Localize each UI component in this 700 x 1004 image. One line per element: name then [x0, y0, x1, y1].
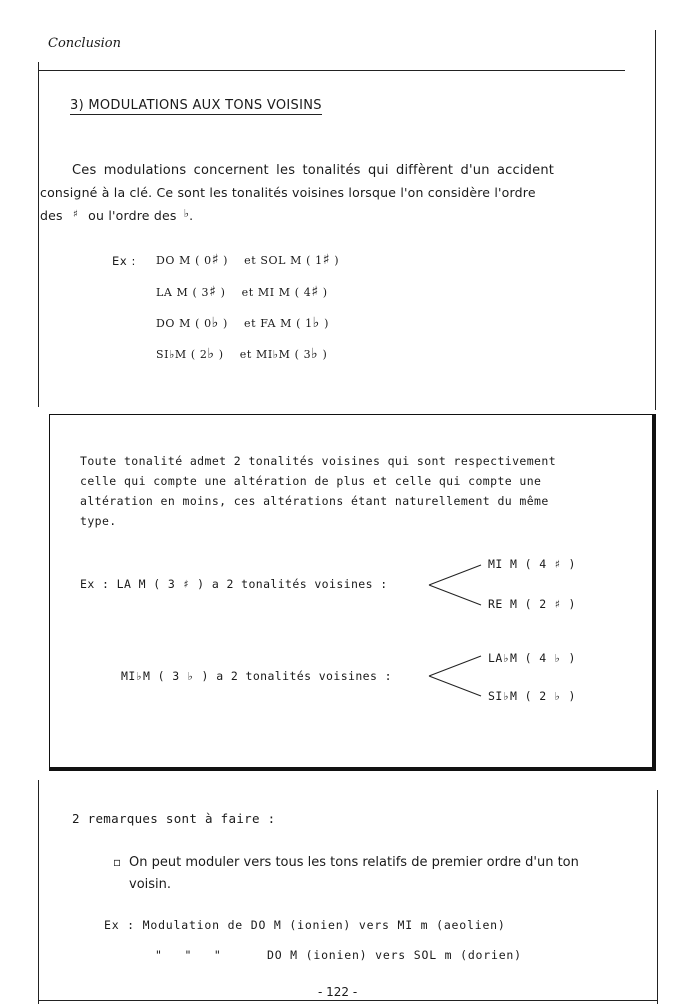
example-row-1: DO M ( 0♯ ) et SOL M ( 1♯ )	[156, 252, 340, 268]
example-row-3-left-count: 0	[204, 317, 212, 330]
example-row-4-connector: et	[239, 348, 252, 361]
box-example-2-lower: SI♭M ( 2 ♭ )	[488, 689, 576, 703]
example-row-3-right-count: 1	[305, 317, 313, 330]
remarks-title: 2 remarques sont à faire :	[72, 811, 276, 826]
flat-icon: ♭	[311, 346, 319, 362]
example-row-4: SI♭M ( 2♭ ) et MI♭M ( 3♭ )	[156, 346, 328, 362]
page-header: Conclusion	[48, 36, 121, 51]
remark-example-1: Ex : Modulation de DO M (ionien) vers MI m (aeolien)	[104, 918, 506, 932]
box-example-1-lower: RE M ( 2 ♯ )	[488, 597, 576, 611]
sharp-icon: ♯	[211, 252, 220, 268]
example-row-2-right: MI M	[257, 286, 291, 299]
sharp-icon: ♯	[311, 284, 319, 300]
example-row-1-connector: et	[244, 254, 257, 267]
flat-icon: ♭	[312, 315, 320, 331]
section-title-text: 3) MODULATIONS AUX TONS VOISINS	[70, 98, 322, 113]
example-row-2: LA M ( 3♯ ) et MI M ( 4♯ )	[156, 284, 328, 300]
remark-bullet-icon: ▫	[113, 855, 122, 869]
flat-icon: ♭	[183, 207, 190, 220]
branch-connector-2	[425, 652, 485, 702]
page-number: - 122 -	[318, 985, 358, 999]
example-row-4-right: MI♭M	[256, 348, 291, 361]
intro-line-1: Ces modulations concernent les tonalités qui diffèrent d'un accident	[72, 163, 555, 178]
flat-icon: ♭	[207, 346, 215, 362]
box-line-4: type.	[80, 514, 117, 528]
intro-line-3-a: des	[40, 208, 63, 223]
page-left-rule-lower	[38, 780, 39, 1004]
header-rule	[38, 70, 625, 71]
intro-line-3-c: .	[189, 208, 194, 223]
example-row-4-left: SI♭M	[156, 348, 187, 361]
box-line-2: celle qui compte une altération de plus et celle qui compte une	[80, 474, 542, 488]
example-row-4-left-count: 2	[199, 348, 208, 361]
footer-rule	[38, 1000, 658, 1001]
example-row-1-right: SOL M	[260, 254, 303, 267]
example-row-3-right: FA M	[260, 317, 293, 330]
box-line-1: Toute tonalité admet 2 tonalités voisines qui sont respectivement	[80, 454, 557, 468]
example-row-1-left: DO M	[156, 254, 191, 267]
remark-line-1: On peut moduler vers tous les tons relatifs de premier ordre d'un ton	[129, 855, 579, 870]
box-example-2-upper: LA♭M ( 4 ♭ )	[488, 651, 576, 665]
example-row-2-left: LA M	[156, 286, 189, 299]
example-row-3-left: DO M	[156, 317, 191, 330]
example-row-1-left-count: 0	[204, 254, 212, 267]
intro-line-3-b: ou l'ordre des	[88, 208, 177, 223]
box-example-1-left: Ex : LA M ( 3 ♯ ) a 2 tonalités voisines :	[80, 577, 388, 591]
page-left-rule	[38, 62, 39, 407]
page-right-rule	[655, 30, 656, 410]
box-example-2-left: MI♭M ( 3 ♭ ) a 2 tonalités voisines :	[121, 669, 392, 683]
box-example-1-upper: MI M ( 4 ♯ )	[488, 557, 576, 571]
branch-connector-1	[425, 561, 485, 611]
sharp-icon: ♯	[72, 209, 78, 220]
example-row-2-connector: et	[241, 286, 254, 299]
example-row-3-connector: et	[244, 317, 257, 330]
flat-icon: ♭	[211, 315, 219, 331]
intro-line-2: consigné à la clé. Ce sont les tonalités voisines lorsque l'on considère l'ordre	[40, 185, 536, 200]
example-row-1-right-count: 1	[315, 254, 323, 267]
examples-prefix: Ex :	[112, 254, 137, 268]
remark-line-2: voisin.	[129, 877, 172, 892]
remark-example-2: DO M (ionien) vers SOL m (dorien)	[267, 948, 522, 962]
example-row-4-right-count: 3	[303, 348, 312, 361]
sharp-icon: ♯	[209, 284, 217, 300]
page-right-rule-lower	[657, 790, 658, 1004]
remark-example-2-marks: " " "	[155, 948, 222, 962]
section-title	[70, 98, 322, 113]
example-row-2-left-count: 3	[201, 286, 210, 299]
example-row-2-right-count: 4	[303, 286, 312, 299]
intro-line-3	[40, 207, 193, 223]
box-line-3: altération en moins, ces altérations étant naturellement du même	[80, 494, 549, 508]
example-row-3: DO M ( 0♭ ) et FA M ( 1♭ )	[156, 315, 329, 331]
sharp-icon: ♯	[322, 252, 331, 268]
